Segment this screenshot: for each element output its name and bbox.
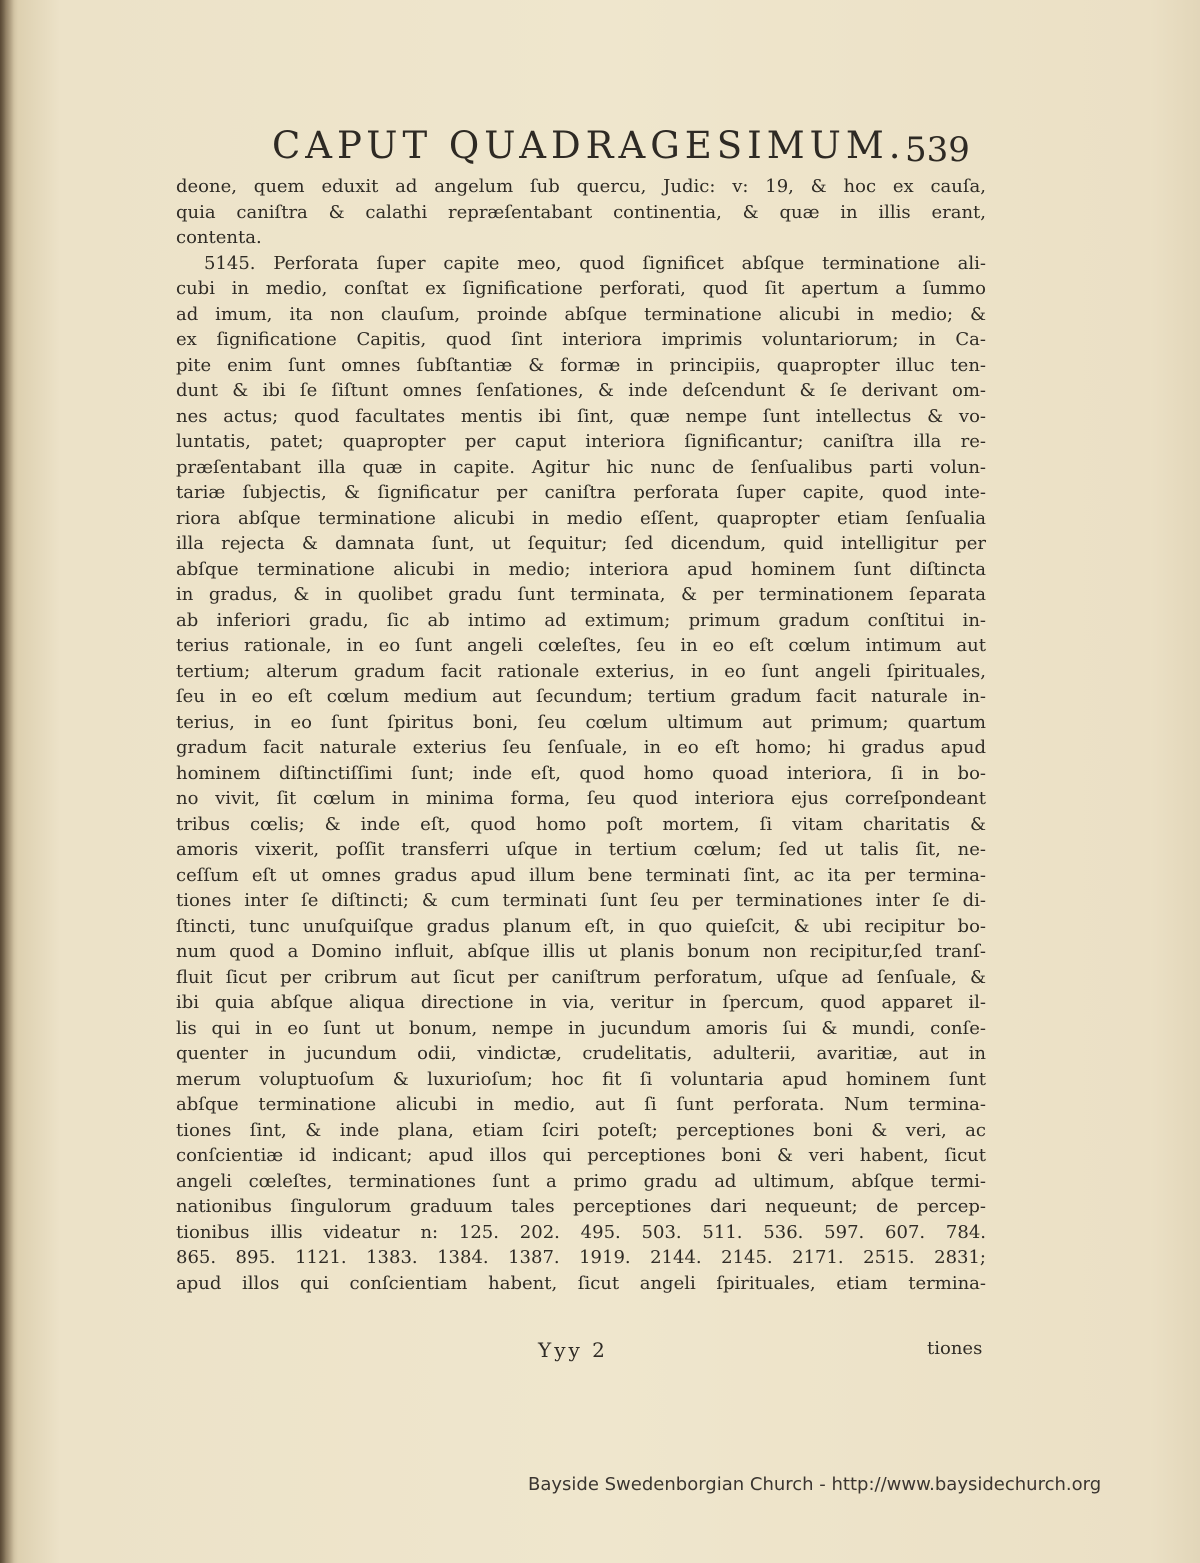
- text-line: cubi in medio, conſtat ex ſignificatione perforati, quod ſit apertum a ſummo: [176, 278, 986, 299]
- text-line: ceſſum eſt ut omnes gradus apud illum bene terminati ſint, ac ita per termina-: [176, 864, 986, 886]
- page-number: 539: [905, 130, 970, 170]
- text-line: fluit ſicut per cribrum aut ſicut per caniſtrum perforatum, uſque ad ſenſuale, &: [176, 966, 986, 988]
- text-line: ab inferiori gradu, ſic ab intimo ad extimum; primum gradum conſtitui in-: [176, 609, 986, 631]
- text-line: in gradus, & in quolibet gradu ſunt terminata, & per terminationem ſeparata: [176, 584, 986, 605]
- text-line: riora abſque terminatione alicubi in medio eſſent, quapropter etiam ſenſualia: [176, 507, 986, 529]
- text-line: ibi quia abſque aliqua directione in via, veritur in ſpercum, quod apparet il-: [176, 992, 986, 1013]
- text-line: ad imum, ita non clauſum, proinde abſque terminatione alicubi in medio; &: [176, 303, 986, 325]
- text-line: ſeu in eo eſt cœlum medium aut ſecundum; tertium gradum facit naturale in-: [176, 686, 986, 707]
- text-line: gradum facit naturale exterius ſeu ſenſuale, in eo eſt homo; hi gradus apud: [176, 737, 986, 758]
- body-text: [176, 174, 986, 1296]
- text-line: nationibus ſingulorum graduum tales perceptiones dari nequeunt; de percep-: [176, 1196, 986, 1217]
- text-line: ſtincti, tunc unuſquiſque gradus planum eſt, in quo quieſcit, & ubi recipitur bo-: [176, 915, 986, 937]
- text-line: ex ſignificatione Capitis, quod ſint interiora imprimis voluntariorum; in Ca-: [176, 329, 986, 350]
- catchword: tiones: [927, 1338, 983, 1359]
- text-line: abſque terminatione alicubi in medio; interiora apud hominem ſunt diſtincta: [176, 558, 986, 580]
- text-line: tariæ ſubjectis, & ſignificatur per caniſtra perforata ſuper capite, quod inte-: [176, 482, 986, 503]
- text-line: lis qui in eo ſunt ut bonum, nempe in jucundum amoris ſui & mundi, conſe-: [176, 1017, 986, 1039]
- paragraph-start-line: 5145. Perforata ſuper capite meo, quod ſignificet abſque terminatione ali-: [204, 252, 986, 274]
- text-line: angeli cœleſtes, terminationes ſunt a primo gradu ad ultimum, abſque termi-: [176, 1170, 986, 1192]
- text-line: tribus cœlis; & inde eſt, quod homo poſt mortem, ſi vitam charitatis &: [176, 813, 986, 835]
- text-line: quenter in jucundum odii, vindictæ, crudelitatis, adulterii, avaritiæ, aut in: [176, 1043, 986, 1064]
- text-line: tionibus illis videatur n: 125. 202. 495. 503. 511. 536. 597. 607. 784.: [176, 1221, 986, 1243]
- text-line: amoris vixerit, poſſit transferri uſque in tertium cœlum; ſed ut talis ſit, ne-: [176, 839, 986, 860]
- text-line: nes actus; quod facultates mentis ibi ſint, quæ nempe ſunt intellectus & vo-: [176, 405, 986, 427]
- text-line: abſque terminatione alicubi in medio, aut ſi ſunt perforata. Num termina-: [176, 1094, 986, 1115]
- text-line: merum voluptuoſum & luxurioſum; hoc fit ſi voluntaria apud hominem ſunt: [176, 1068, 986, 1090]
- text-line: apud illos qui conſcientiam habent, ſicut angeli ſpirituales, etiam termina-: [176, 1272, 986, 1294]
- text-line: præſentabant illa quæ in capite. Agitur hic nunc de ſenſualibus parti volun-: [176, 456, 986, 478]
- text-line: quia caniſtra & calathi repræſentabant continentia, & quæ in illis erant,: [176, 201, 986, 223]
- text-line: tertium; alterum gradum facit rationale exterius, in eo ſunt angeli ſpirituales,: [176, 660, 986, 682]
- text-line: deone, quem eduxit ad angelum ſub quercu, Judic: v: 19, & hoc ex cauſa,: [176, 176, 986, 197]
- text-line: dunt & ibi ſe ſiſtunt omnes ſenſationes, & inde deſcendunt & ſe derivant om-: [176, 380, 986, 401]
- binding-shadow: [0, 0, 14, 1563]
- text-line: hominem diſtinctiſſimi ſunt; inde eſt, quod homo quoad interiora, ſi in bo-: [176, 762, 986, 784]
- text-line: contenta.: [176, 227, 262, 248]
- text-line: terius, in eo ſunt ſpiritus boni, ſeu cœlum ultimum aut primum; quartum: [176, 711, 986, 733]
- source-credit: Bayside Swedenborgian Church - http://www.baysidechurch.org: [528, 1474, 1102, 1495]
- text-line: conſcientiæ id indicant; apud illos qui perceptiones boni & veri habent, ſicut: [176, 1145, 986, 1166]
- signature-mark: Yyy 2: [538, 1338, 608, 1362]
- text-line: no vivit, ſit cœlum in minima forma, ſeu quod interiora ejus correſpondeant: [176, 788, 986, 809]
- text-line: tiones ſint, & inde plana, etiam ſciri poteſt; perceptiones boni & veri, ac: [176, 1119, 986, 1141]
- running-title: CAPUT QUADRAGESIMUM.: [272, 124, 906, 167]
- text-line: num quod a Domino influit, abſque illis ut planis bonum non recipitur,ſed tranſ-: [176, 941, 986, 962]
- text-line: terius rationale, in eo ſunt angeli cœleſtes, ſeu in eo eſt cœlum intimum aut: [176, 635, 986, 656]
- text-line: pite enim ſunt omnes ſubſtantiæ & formæ in principiis, quapropter illuc ten-: [176, 354, 986, 376]
- text-line: illa rejecta & damnata ſunt, ut ſequitur; ſed dicendum, quid intelligitur per: [176, 533, 986, 554]
- text-line: 865. 895. 1121. 1383. 1384. 1387. 1919. 2144. 2145. 2171. 2515. 2831;: [176, 1247, 986, 1268]
- text-line: tiones inter ſe diſtincti; & cum terminati ſunt ſeu per terminationes inter ſe di-: [176, 890, 986, 911]
- text-line: luntatis, patet; quapropter per caput interiora ſignificantur; caniſtra illa re-: [176, 431, 986, 452]
